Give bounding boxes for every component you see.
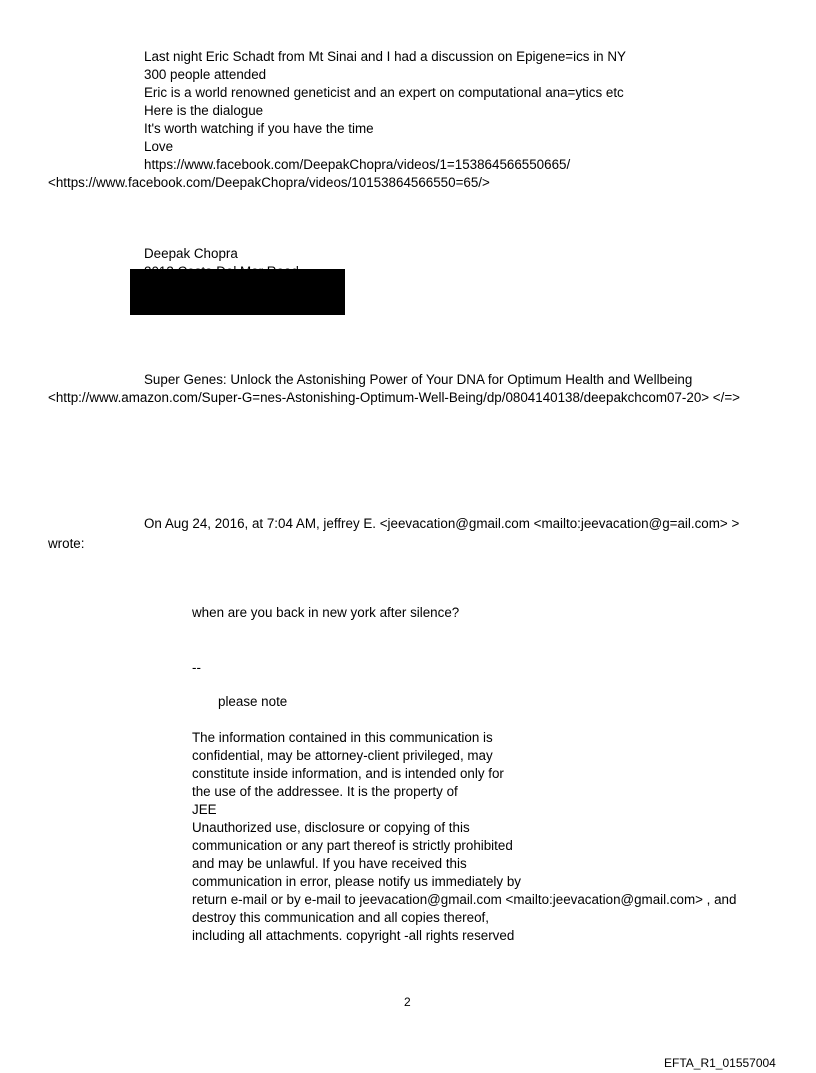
disclaimer-line: and may be unlawful. If you have received this — [192, 856, 467, 871]
book-title: Super Genes: Unlock the Astonishing Power of Your DNA for Optimum Health and Wellbeing — [144, 372, 693, 387]
video-link[interactable]: https://www.facebook.com/DeepakChopra/videos/1=153864566550665/ — [144, 157, 571, 172]
quoted-reply: when are you back in new york after silence? — [192, 605, 460, 620]
disclaimer-line: destroy this communication and all copies thereof, — [192, 910, 489, 925]
quote-header: On Aug 24, 2016, at 7:04 AM, jeffrey E. <jeevacation@gmail.com <mailto:jeevacation@g=ail.com> > — [144, 516, 740, 531]
disclaimer-line: constitute inside information, and is intended only for — [192, 766, 504, 781]
body-line: Eric is a world renowned geneticist and an expert on computational ana=ytics etc — [144, 85, 624, 100]
body-line: Love — [144, 139, 174, 154]
disclaimer-line: Unauthorized use, disclosure or copying of this — [192, 820, 470, 835]
document-id: EFTA_R1_01557004 — [664, 1056, 776, 1070]
disclaimer-line: JEE — [192, 802, 217, 817]
disclaimer-line: including all attachments. copyright -all rights reserved — [192, 928, 515, 943]
disclaimer-line: confidential, may be attorney-client privileged, may — [192, 748, 493, 763]
disclaimer-line: communication in error, please notify us immediately by — [192, 874, 521, 889]
disclaimer-line: The information contained in this communication is — [192, 730, 493, 745]
body-line: 300 people attended — [144, 67, 267, 82]
quote-wrote: wrote: — [48, 536, 85, 551]
body-line: Here is the dialogue — [144, 103, 264, 118]
signature-name: Deepak Chopra — [144, 246, 238, 261]
body-line: Last night Eric Schadt from Mt Sinai and I had a discussion on Epigene=ics in NY — [144, 49, 626, 64]
book-link[interactable]: <http://www.amazon.com/Super-G=nes-Astonishing-Optimum-Well-Being/dp/0804140138/deepakchcom07-20> </=> — [48, 390, 740, 405]
page-number: 2 — [404, 995, 411, 1009]
disclaimer-line: the use of the addressee. It is the property of — [192, 784, 458, 799]
body-line: It's worth watching if you have the time — [144, 121, 374, 136]
disclaimer-line: return e-mail or by e-mail to jeevacation@gmail.com <mailto:jeevacation@gmail.com> , and — [192, 892, 737, 907]
disclaimer-line: communication or any part thereof is strictly prohibited — [192, 838, 513, 853]
video-link-bracket[interactable]: <https://www.facebook.com/DeepakChopra/videos/10153864566550=65/> — [48, 175, 490, 190]
redaction-block — [130, 269, 345, 315]
please-note: please note — [218, 694, 288, 709]
signature-separator: -- — [192, 660, 201, 675]
